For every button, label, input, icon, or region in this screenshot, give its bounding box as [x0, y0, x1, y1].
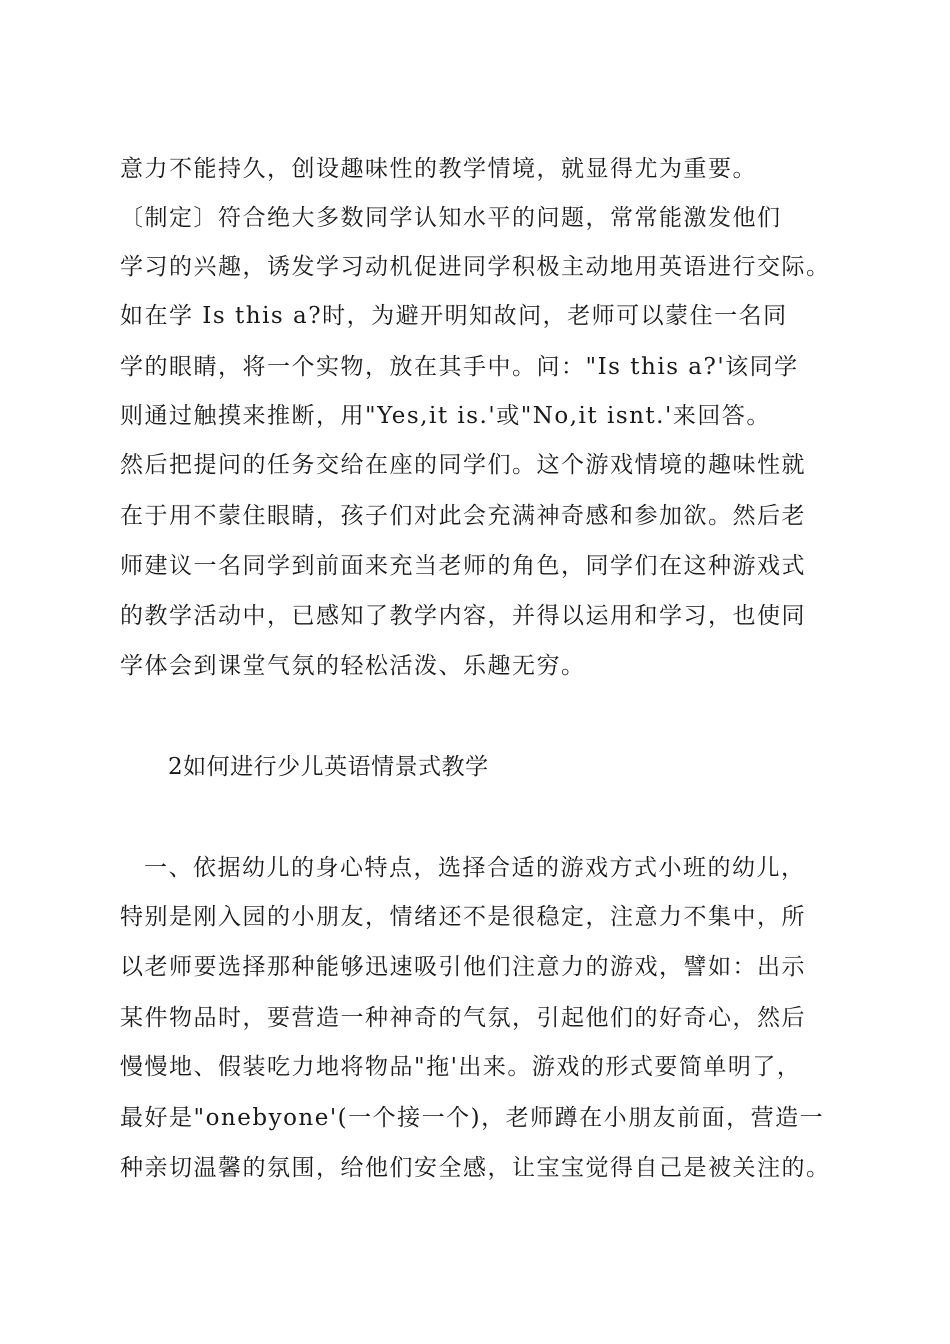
text-line: 则通过触摸来推断，用"Yes,it is.'或"No,it isnt.'来回答。 — [120, 403, 771, 429]
text-line: 种亲切温馨的氛围，给他们安全感，让宝宝觉得自己是被关注的。 — [120, 1155, 831, 1181]
section-heading: 2如何进行少儿英语情景式教学 — [168, 754, 489, 780]
text-line: 最好是"onebyone'(一个接一个)，老师蹲在小朋友前面，营造一 — [120, 1105, 825, 1131]
text-line: 学习的兴趣，诱发学习动机促进同学积极主动地用英语进行交际。 — [120, 254, 831, 280]
text-line: 意力不能持久，创设趣味性的教学情境，就显得尤为重要。 — [120, 156, 757, 182]
text-line: 某件物品时，要营造一种神奇的气氛，引起他们的好奇心，然后 — [120, 1005, 806, 1031]
text-line: 如在学 Is this a?时，为避开明知故问，老师可以蒙住一名同 — [120, 303, 788, 329]
text-line: 学的眼睛，将一个实物，放在其手中。问："Is this a?'该同学 — [120, 354, 799, 380]
text-line: 学体会到课堂气氛的轻松活泼、乐趣无穷。 — [120, 653, 586, 679]
text-line: 的教学活动中，已感知了教学内容，并得以运用和学习，也使同 — [120, 603, 806, 629]
text-line: 慢慢地、假装吃力地将物品"拖'出来。游戏的形式要简单明了， — [120, 1054, 802, 1080]
text-line: 以老师要选择那种能够迅速吸引他们注意力的游戏，譬如：出示 — [120, 954, 806, 980]
text-line: 一、依据幼儿的身心特点，选择合适的游戏方式小班的幼儿， — [144, 855, 806, 881]
text-line: 特别是刚入园的小朋友，情绪还不是很稳定，注意力不集中，所 — [120, 904, 806, 930]
text-line: 师建议一名同学到前面来充当老师的角色，同学们在这种游戏式 — [120, 553, 806, 579]
text-line: 在于用不蒙住眼睛，孩子们对此会充满神奇感和参加欲。然后老 — [120, 503, 806, 529]
text-line: 然后把提问的任务交给在座的同学们。这个游戏情境的趣味性就 — [120, 452, 806, 478]
text-line: 〔制定〕符合绝大多数同学认知水平的问题，常常能激发他们 — [120, 205, 782, 231]
